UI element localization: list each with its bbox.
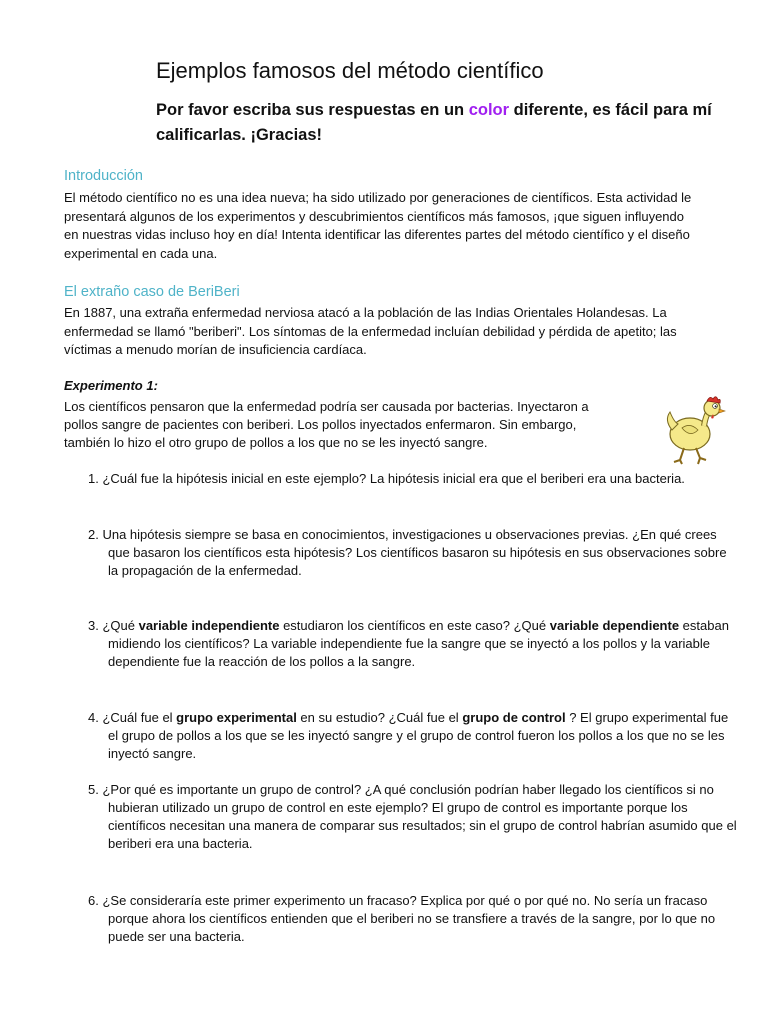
intro-heading: Introducción [64,168,143,184]
chicken-icon [660,394,726,466]
question-text-part: ? El grupo experimental fue el grupo de pollos a los que se les inyectó sangre y el grupo de control fueron los pollos a los que no se les inyectó sangre. [108,710,729,761]
bold-term: variable dependiente [549,618,680,633]
question-text-part: ¿Cuál fue el [102,710,177,725]
subtitle-text-end: diferente, es fácil para mí calificarlas. ¡Gracias! [156,101,712,144]
bold-term: grupo de control [462,710,566,725]
page-subtitle [156,98,716,148]
question-6 [88,892,738,946]
question-text-part: estaban midiendo los científicos? La variable independiente fue la sangre que se inyectó a los pollos y la variable dependiente fue la reacción de los pollos a la sangre. [108,618,729,669]
bold-term: grupo experimental [176,710,297,725]
bold-term: variable independiente [138,618,280,633]
experiment-heading: Experimento 1: [64,378,158,393]
question-text: ¿Cuál fue la hipótesis inicial en este ejemplo? La hipótesis inicial era que el beriberi era una bacteria. [102,471,685,486]
question-number: 6. [88,893,99,908]
page-title: Ejemplos famosos del método científico [156,58,544,83]
question-5 [88,781,738,853]
experiment-paragraph: Los científicos pensaron que la enfermedad podría ser causada por bacterias. Inyectaron a pollos sangre de pacientes con beriberi. Los pollos inyectados enfermaron. Sin embargo, también lo hizo el otro grupo de pollos a los que no se les inyectó sangre. [64,399,589,450]
question-number: 4. [88,710,99,725]
question-4 [88,709,738,763]
question-3 [88,617,738,671]
beriberi-heading: El extraño caso de BeriBeri [64,284,240,300]
question-text: ¿Por qué es importante un grupo de control? ¿A qué conclusión podrían haber llegado los científicos si no hubieran utilizado un grupo de control en este ejemplo? El grupo de control es importante porque los científicos necesitan una manera de comparar sus resultados; sin el grupo de control habrían asumido que el beriberi era una bacteria. [102,782,737,851]
question-number: 1. [88,471,99,486]
question-2 [88,526,738,580]
question-number: 3. [88,618,99,633]
beriberi-paragraph: En 1887, una extraña enfermedad nerviosa atacó a la población de las Indias Orientales Holandesas. La enfermedad se llamó "beriberi". Los síntomas de la enfermedad incluían debilidad y pérdida de apetito; las víctimas a menudo morían de insuficiencia cardíaca. [64,305,677,357]
question-number: 5. [88,782,99,797]
question-text-part: en su estudio? ¿Cuál fue el [296,710,463,725]
subtitle-text-start: Por favor escriba sus respuestas en un [156,101,469,119]
question-1 [88,470,738,488]
question-text-part: estudiaron los científicos en este caso? ¿Qué [279,618,550,633]
question-text: Una hipótesis siempre se basa en conocimientos, investigaciones u observaciones previas. ¿En qué crees que basaron los científicos esta hipótesis? Los científicos basaron su hipótesis en sus observaciones sobre la propagación de la enfermedad. [102,527,727,578]
subtitle-accent-word: color [468,101,510,119]
question-number: 2. [88,527,99,542]
intro-paragraph: El método científico no es una idea nueva; ha sido utilizado por generaciones de científicos. Esta actividad le presentará algunos de los experimentos y descubrimientos científicos más famosos, ¡que siguen influyendo en nuestras vidas incluso hoy en día! Intenta identificar las diferentes partes del método científico y el diseño experimental en cada una. [64,190,692,261]
question-text: ¿Se consideraría este primer experimento un fracaso? Explica por qué o por qué no. No sería un fracaso porque ahora los científicos entienden que el beriberi no se transfiere a través de la sangre, por lo que no puede ser una bacteria. [102,893,716,944]
question-text-part: ¿Qué [102,618,139,633]
